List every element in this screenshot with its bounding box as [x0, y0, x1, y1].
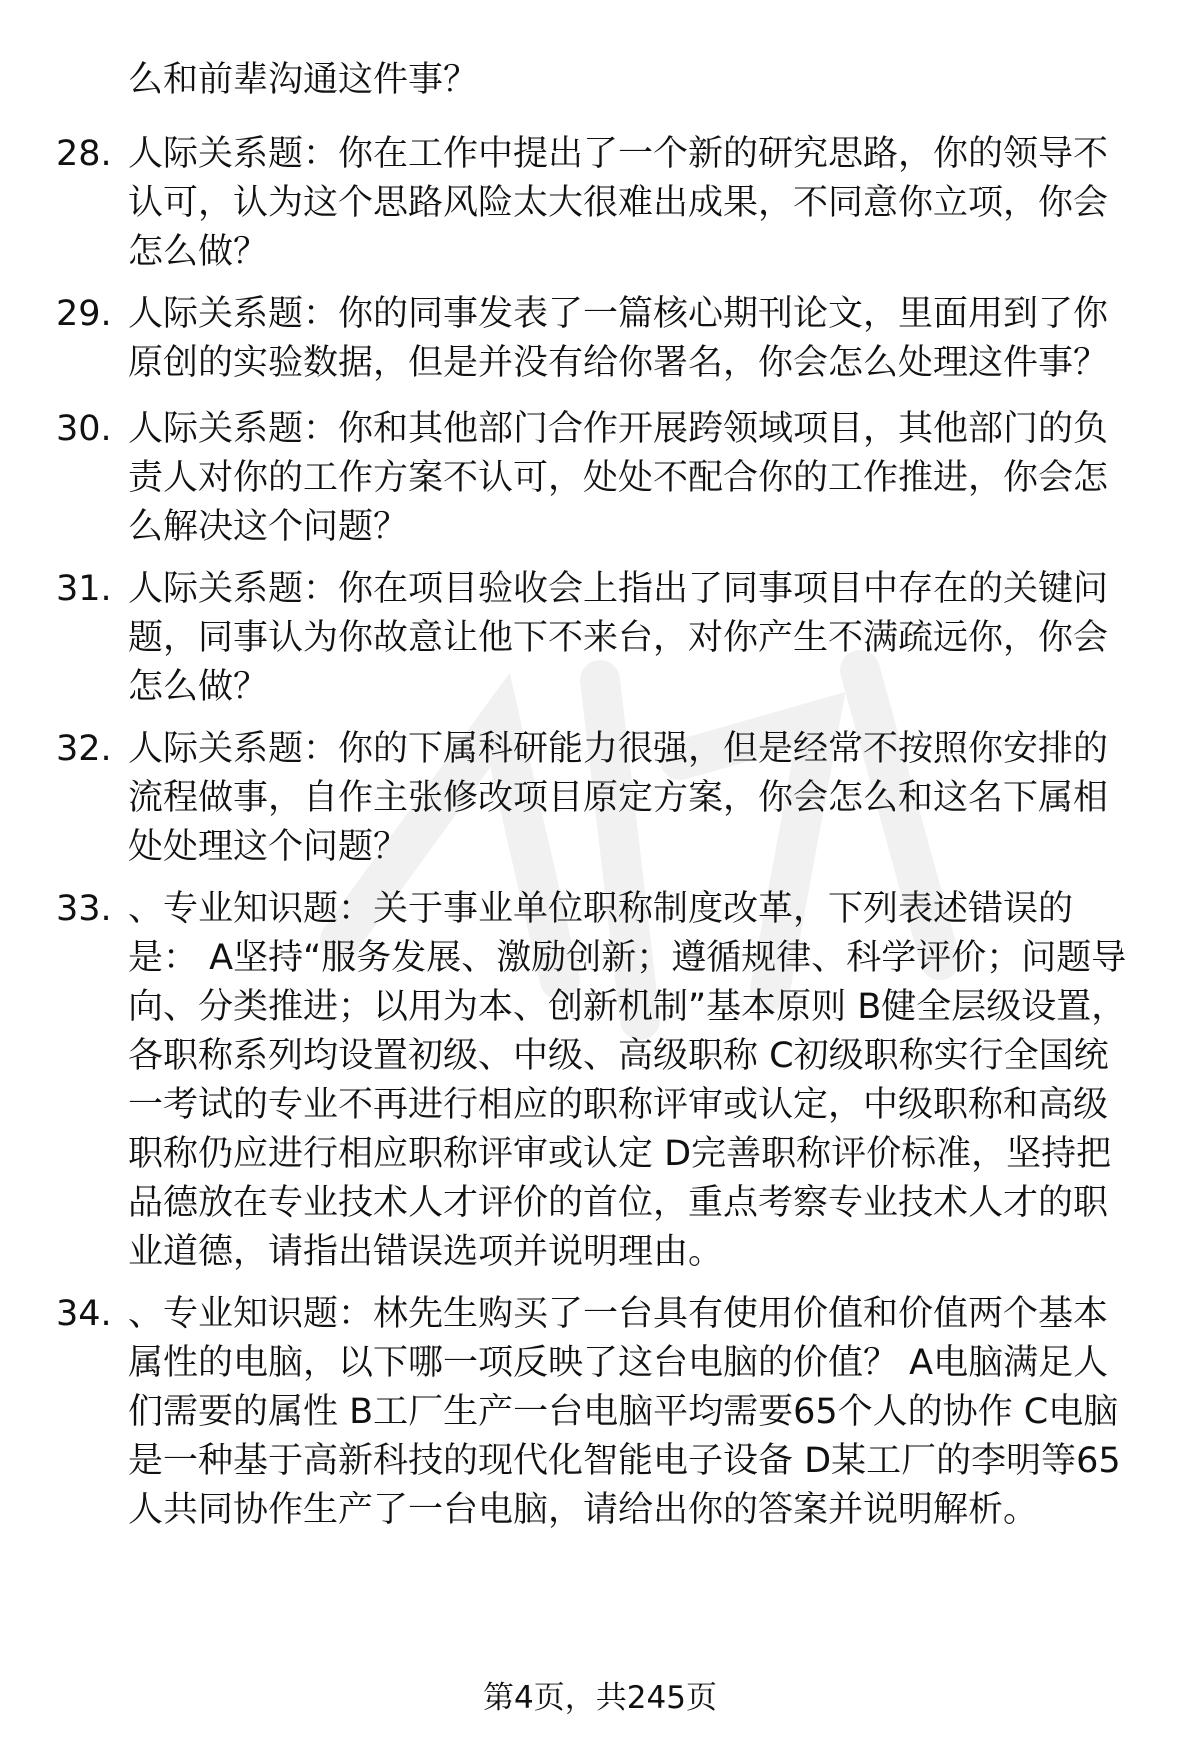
page-footer: 第4页，共245页 — [483, 1680, 717, 1716]
question-number: 34. — [56, 1294, 112, 1334]
question-text: 、专业知识题：关于事业单位职称制度改革，下列表述错误的是： A坚持“服务发展、激励创新；遵循规律、科学评价；问题导向、分类推进；以用为本、创新机制”基本原则 B健全层级设置，各职称系列均设置初级、中级、高级职称 C初级职称实行全国统一考试的专业不再进行相应的职称评审或认定，中级职称和高级职称仍应进行相应职称评审或认定 D完善职称评价标准，坚持把品德放在专业技术人才评价的首位，重点考察专业技术人才的职业道德，请指出错误选项并说明理由。 — [128, 889, 1127, 1272]
question-text: 人际关系题：你的下属科研能力很强，但是经常不按照你安排的流程做事，自作主张修改项目原定方案，你会怎么和这名下属相处处理这个问题？ — [128, 729, 1109, 867]
question-number: 31. — [56, 569, 112, 609]
question-text: 人际关系题：你和其他部门合作开展跨领域项目，其他部门的负责人对你的工作方案不认可，处处不配合你的工作推进，你会怎么解决这个问题？ — [128, 409, 1109, 547]
question-number: 33. — [56, 889, 112, 929]
question-number: 28. — [56, 134, 112, 174]
question-number: 29. — [56, 294, 112, 334]
continuation-text: 么和前辈沟通这件事？ — [128, 60, 479, 100]
question-number: 30. — [56, 409, 112, 449]
question-text: 人际关系题：你在项目验收会上指出了同事项目中存在的关键问题，同事认为你故意让他下不来台，对你产生不满疏远你，你会怎么做？ — [128, 569, 1109, 707]
question-text: 人际关系题：你在工作中提出了一个新的研究思路，你的领导不认可，认为这个思路风险太大很难出成果，不同意你立项，你会怎么做？ — [128, 134, 1109, 272]
question-text: 、专业知识题：林先生购买了一台具有使用价值和价值两个基本属性的电脑，以下哪一项反映了这台电脑的价值？ A电脑满足人们需要的属性 B工厂生产一台电脑平均需要65个人的协作 C电脑是一种基于高新科技的现代化智能电子设备 D某工厂的李明等65人共同协作生产了一台电脑，请给出你的答案并说明解析。 — [128, 1294, 1121, 1530]
question-text: 人际关系题：你的同事发表了一篇核心期刊论文，里面用到了你原创的实验数据，但是并没有给你署名，你会怎么处理这件事？ — [128, 294, 1109, 383]
question-number: 32. — [56, 729, 112, 769]
